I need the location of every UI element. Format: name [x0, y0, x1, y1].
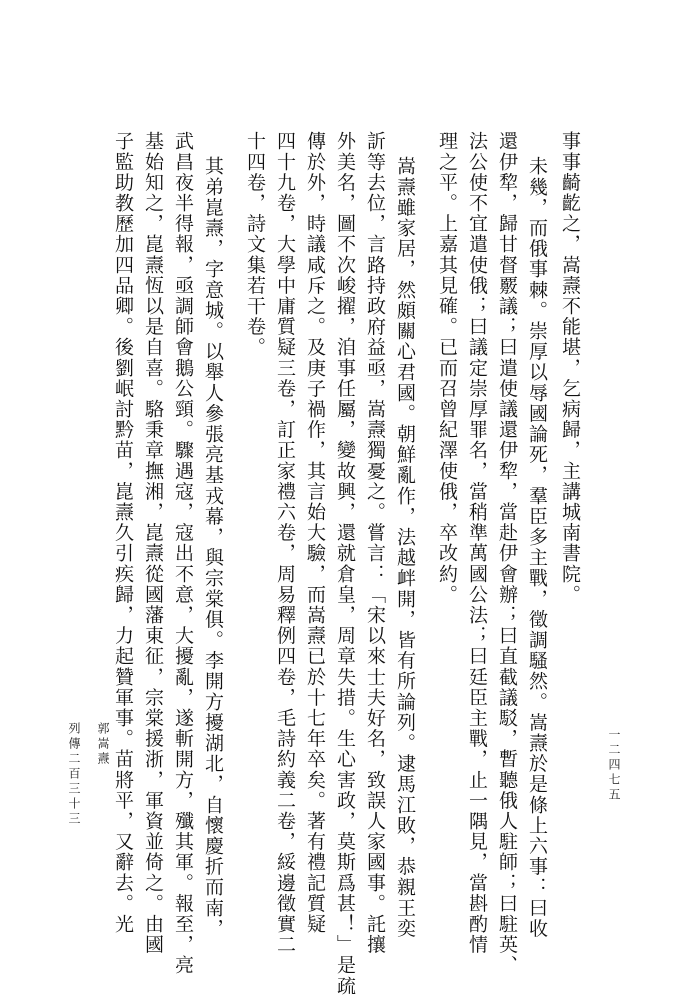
- text-column-9: 傳於外，時議咸斥之。及庚子禍作，其言始大驗，而嵩燾已於十七年卒矣。著有禮記質疑: [304, 131, 326, 935]
- text-column-5: 理之平。上嘉其見確。已而召曾紀澤使俄，卒改約。: [436, 131, 458, 605]
- biography-title: 郭嵩燾: [96, 722, 110, 767]
- text-column-11: 十四卷，詩文集若干卷。: [244, 131, 266, 358]
- text-column-13: 武昌夜半得報，亟調師會鵝公頸。驟遇寇，寇出不意，大擾亂，遂斬開方，殲其軍。報至，亮: [172, 131, 194, 976]
- text-column-12: 其弟崑燾，字意城。以舉人參張亮基戎幕，與宗棠俱。李開方擾湖北，自懷慶折而南，: [202, 156, 224, 939]
- page-number: 一二四七五: [607, 728, 621, 803]
- text-column-6: 嵩燾雖家居，然頗關心君國。朝鮮亂作，法越衅開，皆有所論列。逮馬江敗，恭親王奕: [394, 156, 416, 939]
- text-column-10: 四十九卷，大學中庸質疑三卷，訂正家禮六卷，周易釋例四卷，毛詩約義二卷，綏邊徵實二: [274, 131, 296, 955]
- text-column-3: 還伊犂，歸甘督覈議；曰遣使議還伊犂，當赴伊會辦；曰直截議駁，暫聽俄人駐師；曰駐英、: [496, 131, 518, 976]
- text-column-14: 基始知之，崑燾恆以是自喜。駱秉章撫湘，崑燾從國藩東征，宗棠援浙，軍資並倚之。由國: [142, 131, 164, 955]
- text-column-4: 法公使不宜遣使俄；曰議定崇厚罪名，當稍準萬國公法；曰廷臣主戰，止一隅見，當斟酌情: [466, 131, 488, 955]
- chapter-title: 列傳二百三十三: [67, 722, 81, 827]
- text-column-15: 子監助教歷加四品卿。後劉岷討黔苗，崑燾久引疾歸，力起贊軍事。苗將平，又辭去。光: [112, 131, 134, 935]
- text-column-8: 外美名，圖不次峻擢，洎事任屬，變故興，還就倉皇，周章失措。生心害政，莫斯爲甚！」是疏: [334, 131, 356, 997]
- text-column-7: 訢等去位，言路持政府益亟，嵩燾獨憂之。嘗言：「宋以來士夫好名，致誤人家國事。託攘: [364, 131, 386, 955]
- text-column-1: 事事齮齕之，嵩燾不能堪，乞病歸，主講城南書院。: [559, 131, 581, 605]
- text-column-2: 未幾，而俄事棘。崇厚以辱國論死，羣臣多主戰，徵調騷然。嵩燾於是條上六事：曰收: [526, 156, 548, 939]
